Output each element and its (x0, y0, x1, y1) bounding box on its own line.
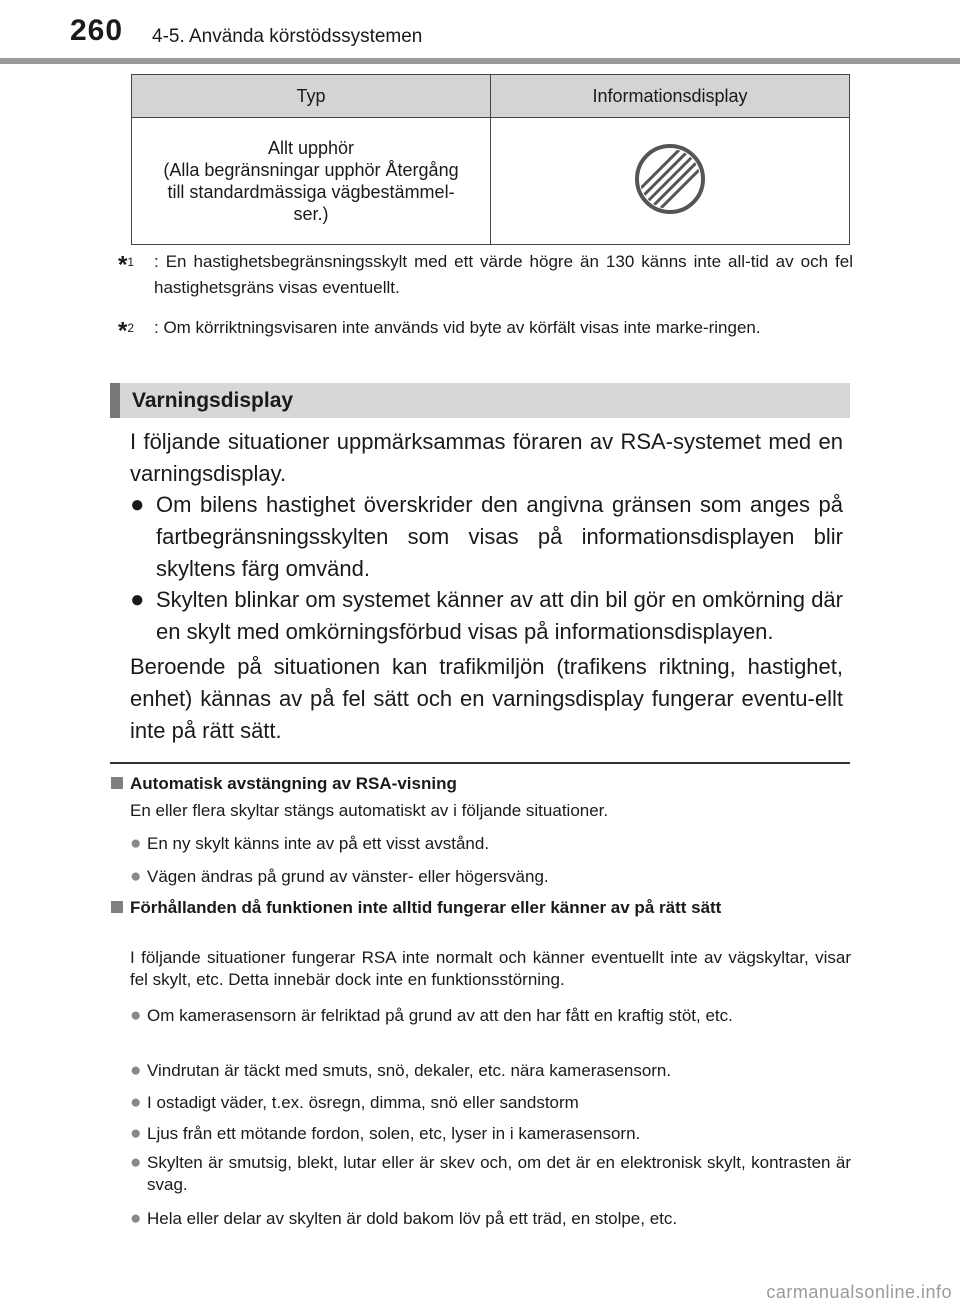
info-table (131, 74, 850, 245)
bullet-icon: ● (130, 491, 145, 518)
bullet-icon: ● (130, 1208, 142, 1229)
page-number: 260 (70, 14, 124, 47)
section-heading-label: Varningsdisplay (132, 389, 294, 412)
section-title: 4-5. Använda körstödssystemen (152, 26, 423, 47)
footnote-marker: *$^2$ (118, 317, 135, 345)
list-item-text: Om kamerasensorn är felriktad på grund av att den har fått en kraftig stöt, etc. (147, 1006, 733, 1025)
footnote-1 (118, 249, 853, 301)
bullet-icon: ● (130, 1005, 142, 1026)
list-item-text: Ljus från ett mötande fordon, solen, etc, lyser in i kamerasensorn. (147, 1124, 641, 1143)
bullet-icon: ● (130, 1060, 142, 1081)
square-bullet-icon (111, 777, 123, 789)
divider (110, 762, 850, 764)
list-item (130, 833, 851, 855)
warning-intro: I följande situationer uppmärksammas föraren av RSA-systemet med en varningsdisplay. (130, 429, 843, 486)
table-row (132, 118, 850, 245)
column-header-display: Informationsdisplay (491, 75, 850, 118)
bullet-icon: ● (130, 1152, 142, 1173)
bullet-icon: ● (130, 866, 142, 887)
conditions-text: I följande situationer fungerar RSA inte normalt och känner eventuellt inte av vägskyltar, visar fel skylt, etc. Detta innebär dock inte en funktionsstörning. (130, 948, 851, 989)
list-item (130, 1060, 851, 1082)
footnote-marker: *$^1$ (118, 251, 135, 279)
subsection-heading-auto-off: Automatisk avstängning av RSA-visning (111, 773, 851, 795)
list-item-text: En ny skylt känns inte av på ett visst avstånd. (147, 834, 490, 853)
subsection-heading-conditions: Förhållanden då funktionen inte alltid fungerar eller känner av på rätt sätt (111, 897, 851, 919)
bullet-icon: ● (130, 1123, 142, 1144)
watermark: carmanualsonline.info (766, 1282, 952, 1302)
list-item-text: Skylten blinkar om systemet känner av att din bil gör en omkörning där en skylt med omkörningsförbud visas på informationsdisplayen. (156, 587, 843, 644)
list-item (130, 1208, 851, 1230)
bullet-icon: ● (130, 586, 145, 613)
bullet-icon: ● (130, 1092, 142, 1113)
header-rule (0, 58, 960, 64)
list-item-text: Hela eller delar av skylten är dold bakom löv på ett träd, en stolpe, etc. (147, 1209, 678, 1228)
list-item (130, 1123, 851, 1145)
footnote-text: : Om körriktningsvisaren inte används vid byte av körfält visas inte marke-ringen. (154, 318, 761, 337)
cell-type (132, 118, 491, 245)
section-heading-warning (110, 383, 850, 418)
list-item (130, 866, 851, 888)
list-item-text: Om bilens hastighet överskrider den angivna gränsen som anges på fartbegränsningsskylten som visas på informationsdisplayen blir skyltens färg omvänd. (156, 492, 843, 581)
warning-outro: Beroende på situationen kan trafikmiljön (trafikens riktning, hastighet, enhet) kännas av på fel sätt och en varningsdisplay fungerar eventu-ellt inte på rätt sätt. (130, 654, 843, 743)
auto-off-text: En eller flera skyltar stängs automatiskt av i följande situationer. (130, 801, 609, 820)
cell-display (491, 118, 850, 245)
list-item (130, 489, 843, 585)
list-item-text: Vägen ändras på grund av vänster- eller högersväng. (147, 867, 549, 886)
table-header-row (132, 75, 850, 118)
square-bullet-icon (111, 901, 123, 913)
list-item (130, 1005, 851, 1027)
column-header-type: Typ (132, 75, 491, 118)
footnote-2 (118, 315, 853, 345)
list-item (130, 1152, 851, 1196)
cell-type-line: Allt upphör (267, 138, 355, 158)
list-item-text: Vindrutan är täckt med smuts, snö, dekaler, etc. nära kamerasensorn. (147, 1061, 672, 1080)
cell-type-line: ser.) (293, 204, 329, 224)
cell-type-line: till standardmässiga vägbestämmel- (167, 182, 455, 202)
list-item (130, 1092, 851, 1114)
list-item-text: I ostadigt väder, t.ex. ösregn, dimma, snö eller sandstorm (147, 1093, 579, 1112)
bullet-icon: ● (130, 833, 142, 854)
list-item (130, 584, 843, 648)
cell-type-line: (Alla begränsningar upphör Återgång (163, 160, 459, 180)
end-of-all-restrictions-sign-icon (634, 143, 706, 215)
footnote-text: : En hastighetsbegränsningsskylt med ett värde högre än 130 känns inte all-tid av och fel hastighetsgräns visas eventuellt. (154, 252, 853, 297)
list-item-text: Skylten är smutsig, blekt, lutar eller är skev och, om det är en elektronisk skylt, kontrasten är svag. (147, 1153, 851, 1194)
